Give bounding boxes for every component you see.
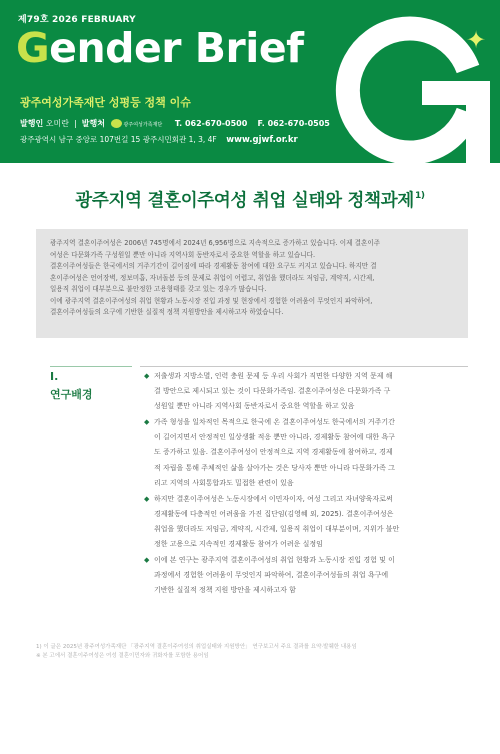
bullet-line: 리고 지역의 사회통합과도 밀접한 관련이 있음 [154, 478, 294, 487]
bullet-line: 적 자립을 통해 주체적인 삶을 살아가는 것은 당사자 뿐만 아니라 다문화가족 그 [154, 463, 395, 472]
section-rule [50, 366, 132, 367]
bullet-line: 정한 고용으로 지속적인 경제활동 참여가 어려운 실정임 [154, 540, 323, 549]
diamond-bullet-icon: ◆ [144, 494, 150, 503]
fax-number: F. 062-670-0505 [257, 119, 330, 128]
list-item [144, 492, 464, 552]
sparkle-icon: ✦ [466, 26, 487, 54]
bullet-line: 도 증가하고 있음. 결혼이주여성이 안정적으로 지역 경제활동에 참여하고, 경제 [154, 448, 393, 457]
document-title-text: 광주지역 결혼이주여성 취업 실태와 정책과제 [75, 191, 414, 211]
list-item [144, 415, 464, 490]
list-item [144, 553, 464, 598]
title-footnote-ref[interactable]: 1) [414, 191, 425, 201]
bullet-line: 이 길어지면서 안정적인 일상생활 적응 뿐만 아니라, 경제활동 참여에 대한 욕구 [154, 433, 395, 442]
bullet-line: 기반한 실질적 정책 지원 방안을 제시하고자 함 [154, 586, 296, 595]
abstract-box [36, 229, 468, 338]
section-number: I. [50, 370, 59, 383]
brand-title-g: G [16, 24, 50, 72]
publisher-line: 발행인 오미란 | 발행처 광주여성가족재단 T. 062-670-0500 F. 062-670-0505 [20, 119, 330, 128]
bullet-line: 경제활동에 다층적인 어려움을 가진 집단임(김영혜 외, 2025). 결혼이주여성은 [154, 509, 394, 518]
bullet-line: 가족 형성을 일차적인 목적으로 한국에 온 결혼이주여성도 한국에서의 거주기간 [154, 418, 395, 427]
abstract-line: 여성은 다문화가족 구성원일 뿐만 아니라 지역사회 동반자로서 중요한 역할을 하고 있습니다. [50, 250, 316, 259]
background-bullet-list [144, 369, 464, 599]
issuer-name: 광주여성가족재단 [123, 122, 163, 128]
issuer-label: 발행처 [81, 119, 105, 128]
tel-number: T. 062-670-0500 [174, 119, 248, 128]
abstract-line: 혼이주여성은 언어장벽, 정보미흡, 자녀돌봄 등의 문제로 취업이 어렵고, 취업을 했더라도 저임금, 계약직, 시간제, [50, 273, 375, 282]
address-line [20, 134, 298, 145]
bullet-line: 저출생과 지방소멸, 인력 충원 문제 등 우리 사회가 직면한 다양한 지역 문제 해 [154, 372, 393, 380]
bullet-line: 결 방안으로 제시되고 있는 것이 다문화가족임. 결혼이주여성은 다문화가족 구 [154, 387, 391, 396]
footnote-line: 1) 이 글은 2025년 광주여성가족재단 「광주지역 결혼이주여성의 취업실태와 지원방안」 연구보고서 주요 결과를 요약·발췌한 내용임 [36, 644, 357, 650]
bullet-line: 취업을 했더라도 저임금, 계약직, 시간제, 일용직 취업이 대부분이며, 지위가 불안 [154, 524, 400, 533]
publisher-label: 발행인 [20, 119, 44, 128]
list-item [144, 369, 464, 414]
publisher-name: 오미란 [45, 119, 69, 128]
footnote-line: ※ 본 고에서 결혼이주여성은 여성 결혼이민자와 귀화자를 포함한 용어임 [36, 653, 209, 659]
bullet-line: 성원일 뿐만 아니라 지역사회 동반자로서 중요한 역할을 하고 있음 [154, 402, 355, 411]
abstract-line: 광주지역 결혼이주여성은 2006년 745명에서 2024년 6,956명으로 지속적으로 증가하고 있습니다. 이제 결혼이주 [50, 239, 381, 247]
brand-title [16, 24, 304, 72]
body-rule [140, 366, 468, 367]
bullet-line: 하지만 결혼이주여성은 노동시장에서 이민자이자, 여성 그리고 자녀양육자로써 [154, 494, 393, 503]
address-text: 광주광역시 남구 중앙로 107번길 15 광주시민회관 1, 3, 4F [20, 135, 217, 144]
brand-title-rest: ender Brief [49, 24, 304, 72]
brand-subtitle: 광주여성가족재단 성평등 정책 이슈 [20, 96, 191, 109]
bullet-line: 이에 본 연구는 광주지역 결혼이주여성의 취업 현황과 노동시장 진입 경험 및 이 [154, 556, 395, 565]
abstract-line: 결혼이주여성들은 한국에서의 거주기간이 길어짐에 따라 경제활동 참여에 대한 요구도 커지고 있습니다. 하지만 결 [50, 262, 377, 270]
diamond-bullet-icon: ◆ [144, 372, 150, 380]
issue-label: 제79호 2026 FEBRUARY [18, 15, 136, 25]
foundation-logo-icon [111, 119, 122, 128]
footnote [36, 643, 466, 661]
website-link[interactable]: www.gjwf.or.kr [226, 135, 298, 145]
abstract-line: 일용직 취업이 대부분으로 불안정한 고용형태를 갖고 있는 경우가 많습니다. [50, 285, 267, 293]
document-title [0, 187, 500, 212]
bullet-line: 과정에서 경험한 어려움이 무엇인지 파악하여, 결혼이주여성들의 취업 욕구에 [154, 571, 389, 580]
diamond-bullet-icon: ◆ [144, 418, 150, 427]
abstract-line: 결혼이주여성들의 요구에 기반한 실질적 정책 지원방안을 제시하고자 하였습니다. [50, 308, 284, 316]
abstract-line: 이에 광주지역 결혼이주여성의 취업 현황과 노동시장 진입 과정 및 현장에서 경험한 어려움이 무엇인지 파악하여, [50, 296, 373, 305]
section-title: 연구배경 [50, 388, 93, 401]
diamond-bullet-icon: ◆ [144, 556, 150, 565]
masthead [0, 0, 500, 163]
